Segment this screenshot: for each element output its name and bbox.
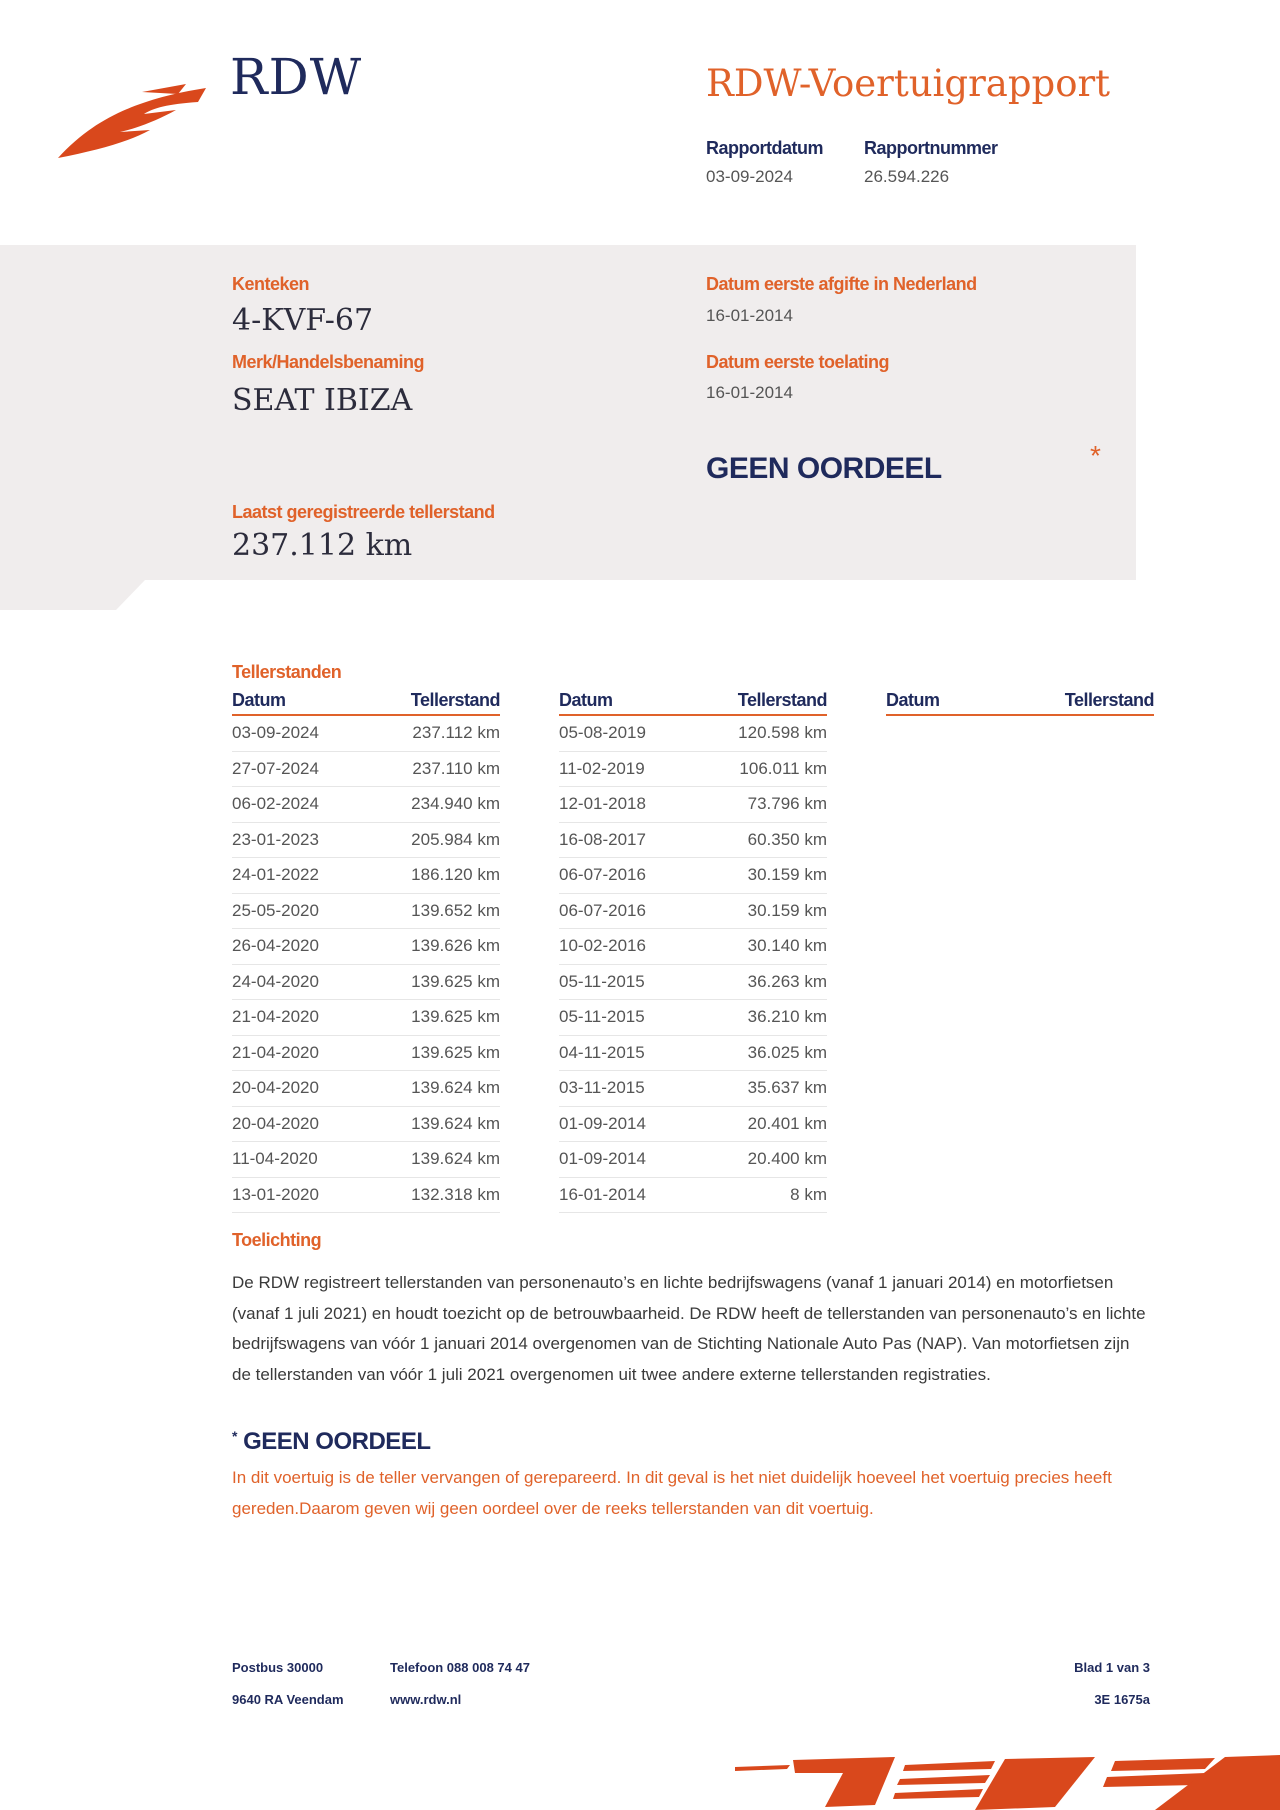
note-title: GEEN OORDEEL [243,1428,431,1455]
row-date: 24-04-2020 [232,971,319,991]
last-odometer-label: Laatst geregistreerde tellerstand [232,502,495,522]
row-reading: 30.159 km [747,865,827,884]
table-row [559,894,827,930]
row-date: 13-01-2020 [232,1184,319,1204]
row-reading: 60.350 km [747,829,827,849]
col-date-header: Datum [559,690,613,710]
report-number-block [864,138,998,187]
table-body [232,716,500,1213]
report-date: 03-09-2024 [706,167,793,186]
table-row [232,787,500,823]
table-row [232,1107,500,1143]
row-date: 03-09-2024 [232,723,319,742]
verdict-footnote-marker: * [1090,440,1101,471]
row-reading: 237.112 km [412,723,500,742]
row-reading: 139.624 km [411,1149,500,1168]
row-date: 27-07-2024 [232,758,319,778]
row-reading: 35.637 km [747,1078,827,1097]
table-row [232,1036,500,1072]
col-reading-header: Tellerstand [410,690,500,710]
panel-tab-shape [0,580,145,610]
row-date: 12-01-2018 [559,794,646,813]
note-text: In dit voertuig is de teller vervangen of gerepareerd. In dit geval is het niet duidelijk hoeveel het voertuig precies heeft gereden.Daarom geven wij geen oordeel over de reeks tellerstanden van dit voertuig. [232,1468,1112,1518]
last-odometer: 237.112 km [232,528,413,563]
table-row [232,894,500,930]
table-row [232,1000,500,1036]
table-row [559,858,827,894]
row-reading: 8 km [790,1184,827,1204]
table-row [232,929,500,965]
row-date: 10-02-2016 [559,936,646,955]
table-row [559,1036,827,1072]
row-reading: 237.110 km [412,758,500,778]
odometer-section-label: Tellerstanden [232,662,342,682]
footer-phone: Telefoon 088 008 74 47 [390,1660,530,1675]
row-date: 25-05-2020 [232,900,319,920]
row-date: 20-04-2020 [232,1113,319,1133]
row-date: 11-02-2019 [559,758,645,778]
row-reading: 234.940 km [411,794,500,813]
row-date: 06-02-2024 [232,794,319,813]
footer-doc-code: 3E 1675a [1094,1692,1150,1707]
row-date: 04-11-2015 [559,1042,645,1062]
table-row [559,929,827,965]
table-row [559,1142,827,1178]
table-row [232,1142,500,1178]
table-row [232,858,500,894]
row-date: 21-04-2020 [232,1007,319,1026]
table-row [559,787,827,823]
col-reading-header: Tellerstand [737,690,827,710]
table-row [559,823,827,859]
first-registration-nl-label: Datum eerste afgifte in Nederland [706,274,977,294]
row-reading: 139.625 km [411,1007,500,1026]
table-row [559,1000,827,1036]
footer-website[interactable]: www.rdw.nl [390,1692,462,1707]
footer-postbus: Postbus 30000 [232,1660,324,1675]
row-date: 05-11-2015 [559,971,645,991]
odometer-table-3 [886,690,1154,716]
row-date: 01-09-2014 [559,1113,646,1133]
table-row [559,716,827,752]
row-reading: 106.011 km [739,758,827,778]
row-reading: 139.625 km [411,971,500,991]
verdict: GEEN OORDEEL [706,452,942,485]
col-reading-header: Tellerstand [1064,690,1154,710]
plate-label: Kenteken [232,274,310,294]
report-date-label: Rapportdatum [706,138,823,158]
row-reading: 139.652 km [411,900,500,920]
row-reading: 30.159 km [747,900,827,920]
first-admission-label: Datum eerste toelating [706,352,890,372]
rdw-stripes-decoration [735,1755,1280,1810]
row-date: 16-08-2017 [559,829,646,849]
row-reading: 73.796 km [747,794,827,813]
row-date: 03-11-2015 [559,1078,645,1097]
row-reading: 139.624 km [411,1113,500,1133]
explanation-label: Toelichting [232,1230,322,1250]
row-date: 16-01-2014 [559,1184,646,1204]
odometer-table-2 [559,690,827,1213]
col-date-header: Datum [886,690,940,710]
row-reading: 139.624 km [411,1078,500,1097]
table-row [559,1107,827,1143]
row-date: 06-07-2016 [559,900,646,920]
table-row [559,965,827,1001]
row-date: 23-01-2023 [232,829,319,849]
report-number-label: Rapportnummer [864,138,998,158]
license-plate: 4-KVF-67 [232,303,374,338]
table-row [232,1178,500,1214]
table-row [232,752,500,788]
row-reading: 36.210 km [747,1007,827,1026]
row-date: 05-08-2019 [559,723,646,742]
table-row [232,716,500,752]
table-header [232,690,500,716]
row-reading: 20.400 km [747,1149,827,1168]
row-date: 01-09-2014 [559,1149,646,1168]
report-number: 26.594.226 [864,167,950,186]
note-marker: * [232,1428,237,1444]
table-row [559,1178,827,1214]
row-reading: 36.263 km [747,971,827,991]
footer-page-number: Blad 1 van 3 [1074,1660,1150,1675]
row-date: 20-04-2020 [232,1078,319,1097]
explanation-text: De RDW registreert tellerstanden van personenauto’s en lichte bedrijfswagens (vanaf 1 januari 2014) en motorfietsen (vanaf 1 juli 2021) en houdt toezicht op de betrouwbaarheid. De RDW heeft de tellerstanden van personenauto’s en lichte bedrijfswagens van vóór 1 januari 2014 overgenomen van de Stichting Nationale Auto Pas (NAP). Van motorfietsen zijn de tellerstanden van vóór 1 juli 2021 overgenomen uit twee andere externe tellerstanden registraties. [232,1273,1146,1384]
brand-name: RDW [230,48,363,106]
row-reading: 20.401 km [747,1113,827,1133]
col-date-header: Datum [232,690,286,710]
rdw-logo-icon [58,80,208,160]
row-reading: 120.598 km [738,723,827,742]
note-heading [232,1428,430,1456]
table-row [232,1071,500,1107]
row-reading: 186.120 km [411,865,500,884]
vehicle-summary-panel [0,245,1136,580]
row-date: 26-04-2020 [232,936,319,955]
table-row [559,752,827,788]
report-title: RDW-Voertuigrapport [706,62,1111,105]
footer-city: 9640 RA Veendam [232,1692,344,1707]
make-label: Merk/Handelsbenaming [232,352,425,372]
row-date: 11-04-2020 [232,1149,318,1168]
row-date: 24-01-2022 [232,865,319,884]
row-reading: 132.318 km [411,1184,500,1204]
table-row [559,1071,827,1107]
first-registration-nl: 16-01-2014 [706,306,793,325]
first-admission: 16-01-2014 [706,383,793,402]
vehicle-make: SEAT IBIZA [232,383,413,418]
row-reading: 139.626 km [411,936,500,955]
row-reading: 36.025 km [747,1042,827,1062]
table-row [232,823,500,859]
table-header [559,690,827,716]
table-body [559,716,827,1213]
row-date: 06-07-2016 [559,865,646,884]
row-reading: 205.984 km [411,829,500,849]
table-header [886,690,1154,716]
odometer-table-1 [232,690,500,1213]
report-date-block [706,138,823,187]
row-reading: 139.625 km [411,1042,500,1062]
table-row [232,965,500,1001]
row-reading: 30.140 km [747,936,827,955]
row-date: 21-04-2020 [232,1042,319,1062]
row-date: 05-11-2015 [559,1007,645,1026]
